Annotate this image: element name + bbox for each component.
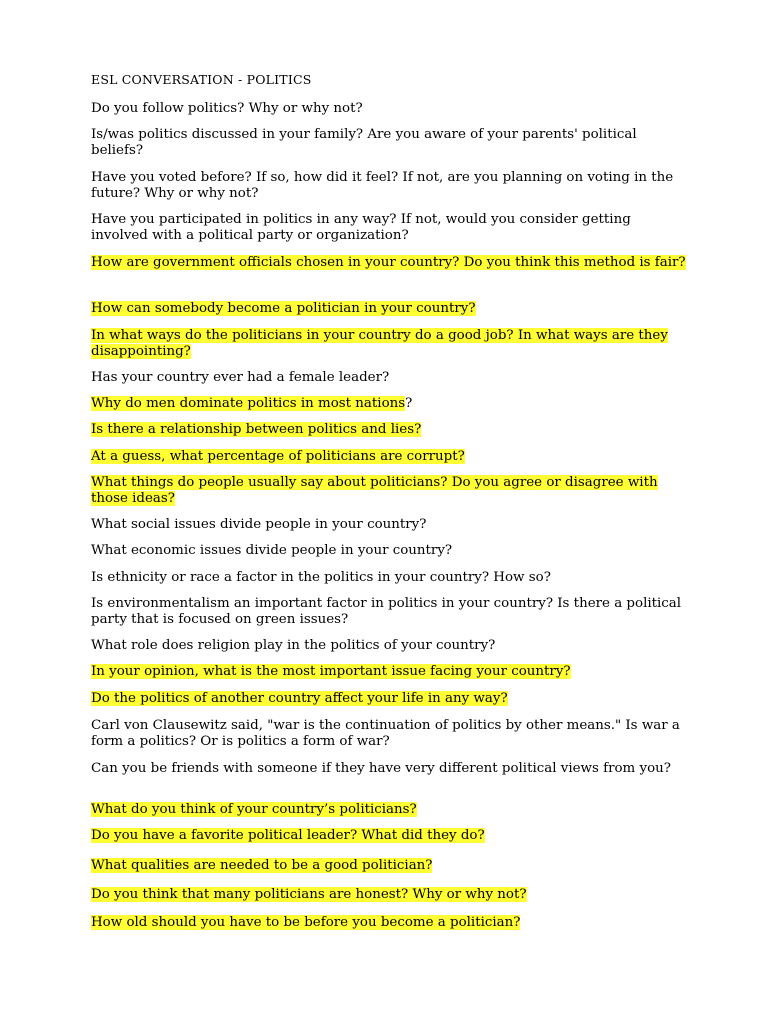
question-20: Carl von Clausewitz said, "war is the continuation of politics by other means." Is war a form a politics? Or is politics a form of war? <box>91 718 680 749</box>
highlight: In what ways do the politicians in your country do a good job? In what ways are they disappointing? <box>91 328 668 359</box>
question-11 <box>91 449 691 465</box>
question-4: Have you participated in politics in any way? If not, would you consider getting involved with a political party or organization? <box>91 212 631 243</box>
question-22 <box>91 802 691 818</box>
highlight: How are government officials chosen in your country? Do you think this method is fair? <box>91 255 686 270</box>
question-18 <box>91 664 691 680</box>
question-3: Have you voted before? If so, how did it feel? If not, are you planning on voting in the future? Why or why not? <box>91 170 674 201</box>
question-1: Do you follow politics? Why or why not? <box>91 101 363 116</box>
question-12 <box>91 475 691 507</box>
highlight: Why do men dominate politics in most nations <box>91 396 406 411</box>
question-24 <box>91 858 691 874</box>
question-2: Is/was politics discussed in your family? Are you aware of your parents' political beliefs? <box>91 127 637 158</box>
question-15: Is ethnicity or race a factor in the politics in your country? How so? <box>91 570 551 585</box>
question-19 <box>91 691 691 707</box>
question-16: Is environmentalism an important factor in politics in your country? Is there a political party that is focused on green issues? <box>91 596 682 627</box>
highlight: What qualities are needed to be a good politician? <box>91 858 433 873</box>
question-23 <box>91 828 691 844</box>
highlight: How can somebody become a politician in your country? <box>91 301 476 316</box>
question-10 <box>91 422 691 438</box>
page-title: ESL CONVERSATION - POLITICS <box>91 72 312 87</box>
highlight: In your opinion, what is the most important issue facing your country? <box>91 664 571 679</box>
question-5 <box>91 255 691 271</box>
question-25 <box>91 887 691 903</box>
question-13: What social issues divide people in your country? <box>91 517 427 532</box>
highlight: Do the politics of another country affect your life in any way? <box>91 691 508 706</box>
question-14: What economic issues divide people in your country? <box>91 543 453 558</box>
question-8: Has your country ever had a female leader? <box>91 370 390 385</box>
question-26 <box>91 915 691 931</box>
highlight: Do you think that many politicians are honest? Why or why not? <box>91 887 527 902</box>
question-6 <box>91 301 691 317</box>
question-21: Can you be friends with someone if they have very different political views from you? <box>91 761 671 776</box>
question-17: What role does religion play in the politics of your country? <box>91 638 496 653</box>
question-9: Why do men dominate politics in most nations? <box>91 396 413 411</box>
highlight: At a guess, what percentage of politicians are corrupt? <box>91 449 465 464</box>
highlight: How old should you have to be before you become a politician? <box>91 915 521 930</box>
question-7 <box>91 328 691 360</box>
highlight: What things do people usually say about politicians? Do you agree or disagree with those ideas? <box>91 475 658 506</box>
highlight: Is there a relationship between politics and lies? <box>91 422 422 437</box>
highlight: What do you think of your country’s politicians? <box>91 802 417 817</box>
highlight: Do you have a favorite political leader? What did they do? <box>91 828 485 843</box>
